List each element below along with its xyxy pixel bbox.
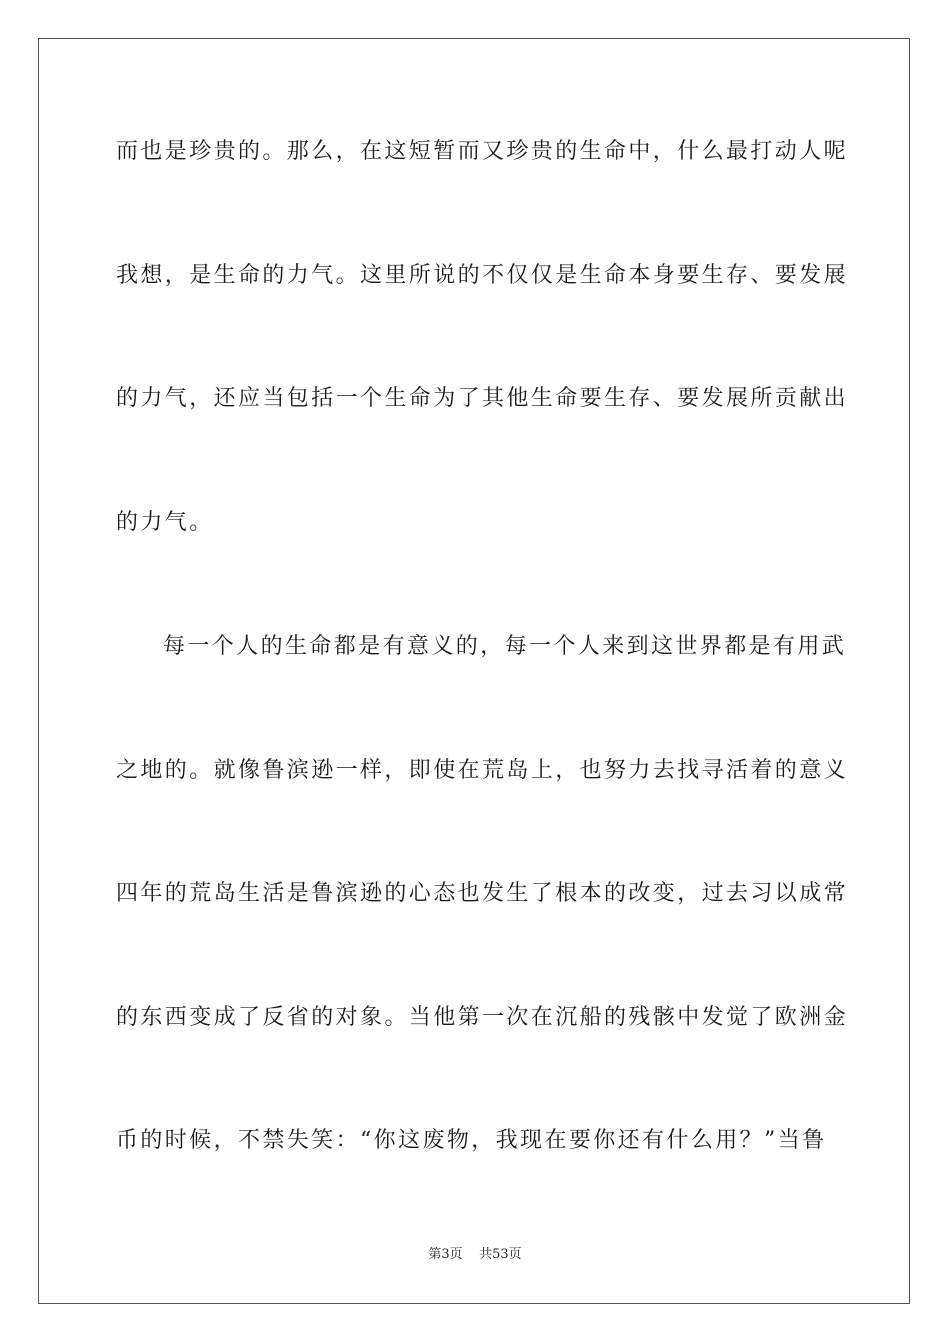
text-line-5-paragraph-start: 每一个人的生命都是有意义的，每一个人来到这世界都是有用武 <box>163 634 847 659</box>
text-line-3: 的力气，还应当包括一个生命为了其他生命要生存、要发展所贡献出 <box>116 386 849 411</box>
page-number: 第3页 <box>428 1247 463 1262</box>
text-line-7: 四年的荒岛生活是鲁滨逊的心态也发生了根本的改变，过去习以成常 <box>116 881 849 906</box>
text-line-9: 币的时候，不禁失笑：“你这废物，我现在要你还有什么用？”当鲁 <box>116 1128 827 1153</box>
page-frame <box>38 38 910 1304</box>
text-line-4: 的力气。 <box>116 510 214 535</box>
page-footer <box>0 1246 950 1264</box>
text-line-2: 我想，是生命的力气。这里所说的不仅仅是生命本身要生存、要发展 <box>116 263 849 288</box>
text-line-6: 之地的。就像鲁滨逊一样，即使在荒岛上，也努力去找寻活着的意义 <box>116 758 849 783</box>
total-pages: 共53页 <box>479 1247 522 1262</box>
text-line-8: 的东西变成了反省的对象。当他第一次在沉船的残骸中发觉了欧洲金 <box>116 1005 849 1030</box>
text-line-1: 而也是珍贵的。那么，在这短暂而又珍贵的生命中，什么最打动人呢 <box>116 139 849 164</box>
